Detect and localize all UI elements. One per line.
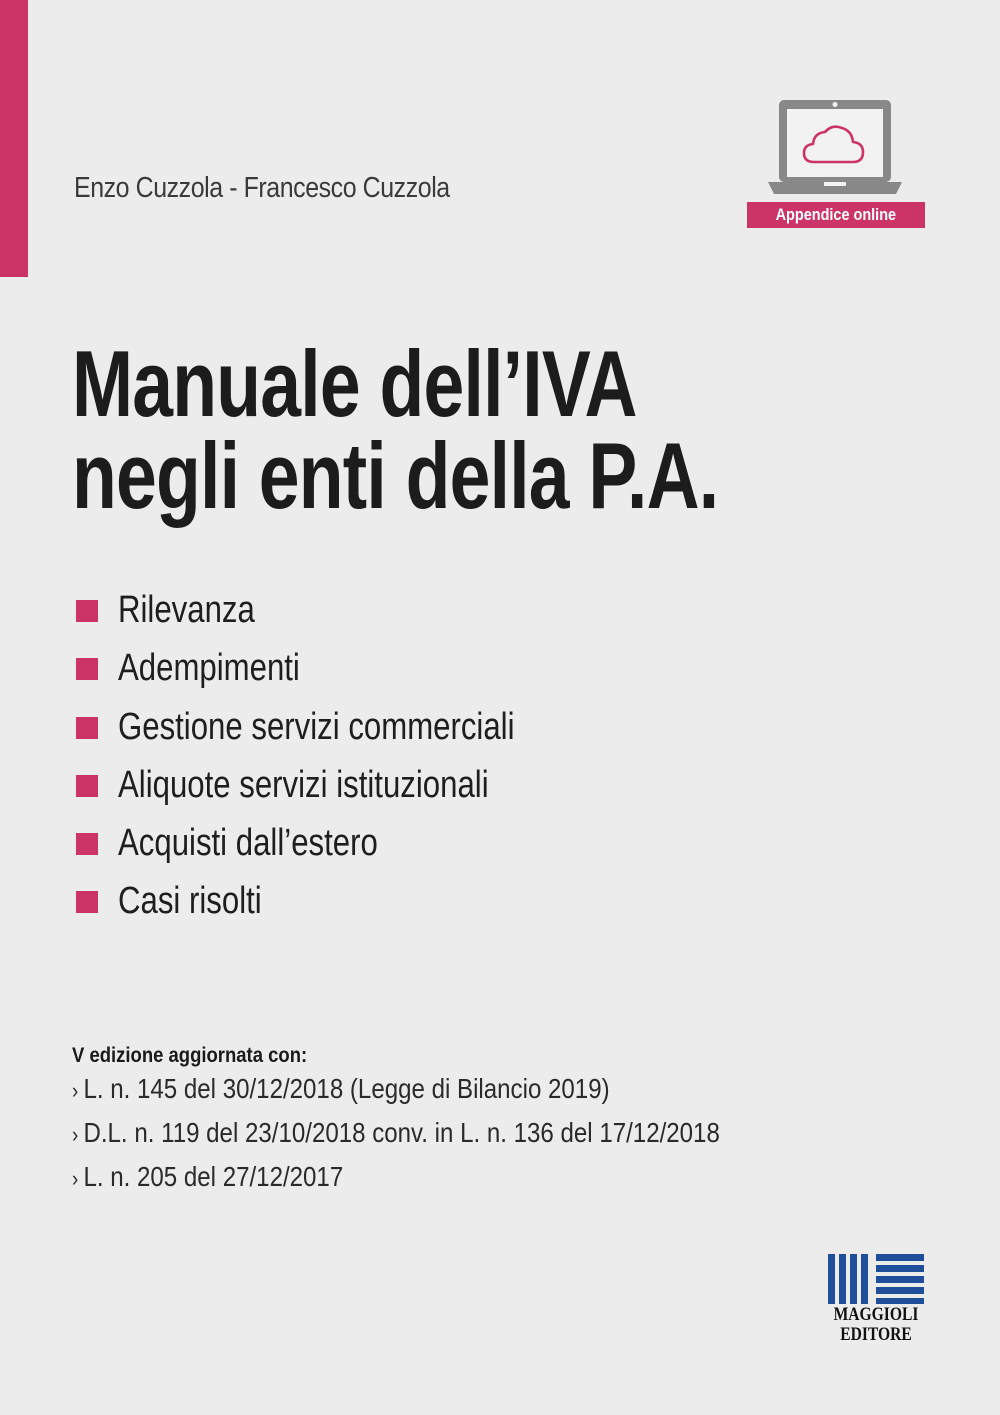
chevron-right-icon: ›: [72, 1078, 79, 1103]
bullet-square-icon: [76, 833, 98, 855]
law-reference: [72, 1112, 720, 1156]
laptop-cloud-icon: [768, 100, 902, 196]
online-appendix-badge: [747, 202, 925, 228]
book-title: [72, 331, 719, 528]
publisher-logo: [824, 1254, 928, 1344]
list-item: [76, 582, 602, 640]
list-item: [76, 873, 602, 931]
topic-label: Adempimenti: [118, 647, 300, 690]
bullet-square-icon: [76, 891, 98, 913]
list-item: [76, 757, 602, 815]
bullet-square-icon: [76, 658, 98, 680]
chevron-right-icon: ›: [72, 1166, 79, 1191]
publisher-name-line-1: MAGGIOLI: [833, 1304, 919, 1325]
title-line-1: Manuale dell’IVA: [72, 331, 637, 436]
topic-label: Casi risolti: [118, 880, 262, 923]
publisher-logo-icon: [826, 1254, 926, 1304]
bullet-square-icon: [76, 600, 98, 622]
topic-label: Gestione servizi commerciali: [118, 705, 515, 748]
edition-notes: [72, 1044, 825, 1200]
chevron-right-icon: ›: [72, 1122, 79, 1147]
law-reference: [72, 1068, 720, 1112]
bullet-square-icon: [76, 717, 98, 739]
list-item: [76, 699, 602, 757]
law-reference-text: L. n. 205 del 27/12/2017: [83, 1161, 344, 1192]
authors: Enzo Cuzzola - Francesco Cuzzola: [74, 172, 450, 204]
list-item: [76, 815, 602, 873]
badge-label: Appendice online: [775, 205, 897, 224]
list-item: [76, 640, 602, 698]
topic-label: Rilevanza: [118, 589, 255, 631]
law-reference: [72, 1156, 720, 1200]
edition-heading: V edizione aggiornata con:: [72, 1044, 308, 1067]
topic-label: Acquisti dall’estero: [118, 822, 378, 865]
title-line-2: negli enti della P.A.: [72, 423, 719, 528]
publisher-name-line-2: EDITORE: [840, 1324, 912, 1345]
law-reference-text: D.L. n. 119 del 23/10/2018 conv. in L. n. 136 del 17/12/2018: [83, 1117, 720, 1148]
topics-list: [76, 582, 602, 932]
law-reference-text: L. n. 145 del 30/12/2018 (Legge di Bilancio 2019): [83, 1073, 610, 1104]
accent-bar: [0, 0, 28, 277]
bullet-square-icon: [76, 775, 98, 797]
topic-label: Aliquote servizi istituzionali: [118, 763, 489, 806]
